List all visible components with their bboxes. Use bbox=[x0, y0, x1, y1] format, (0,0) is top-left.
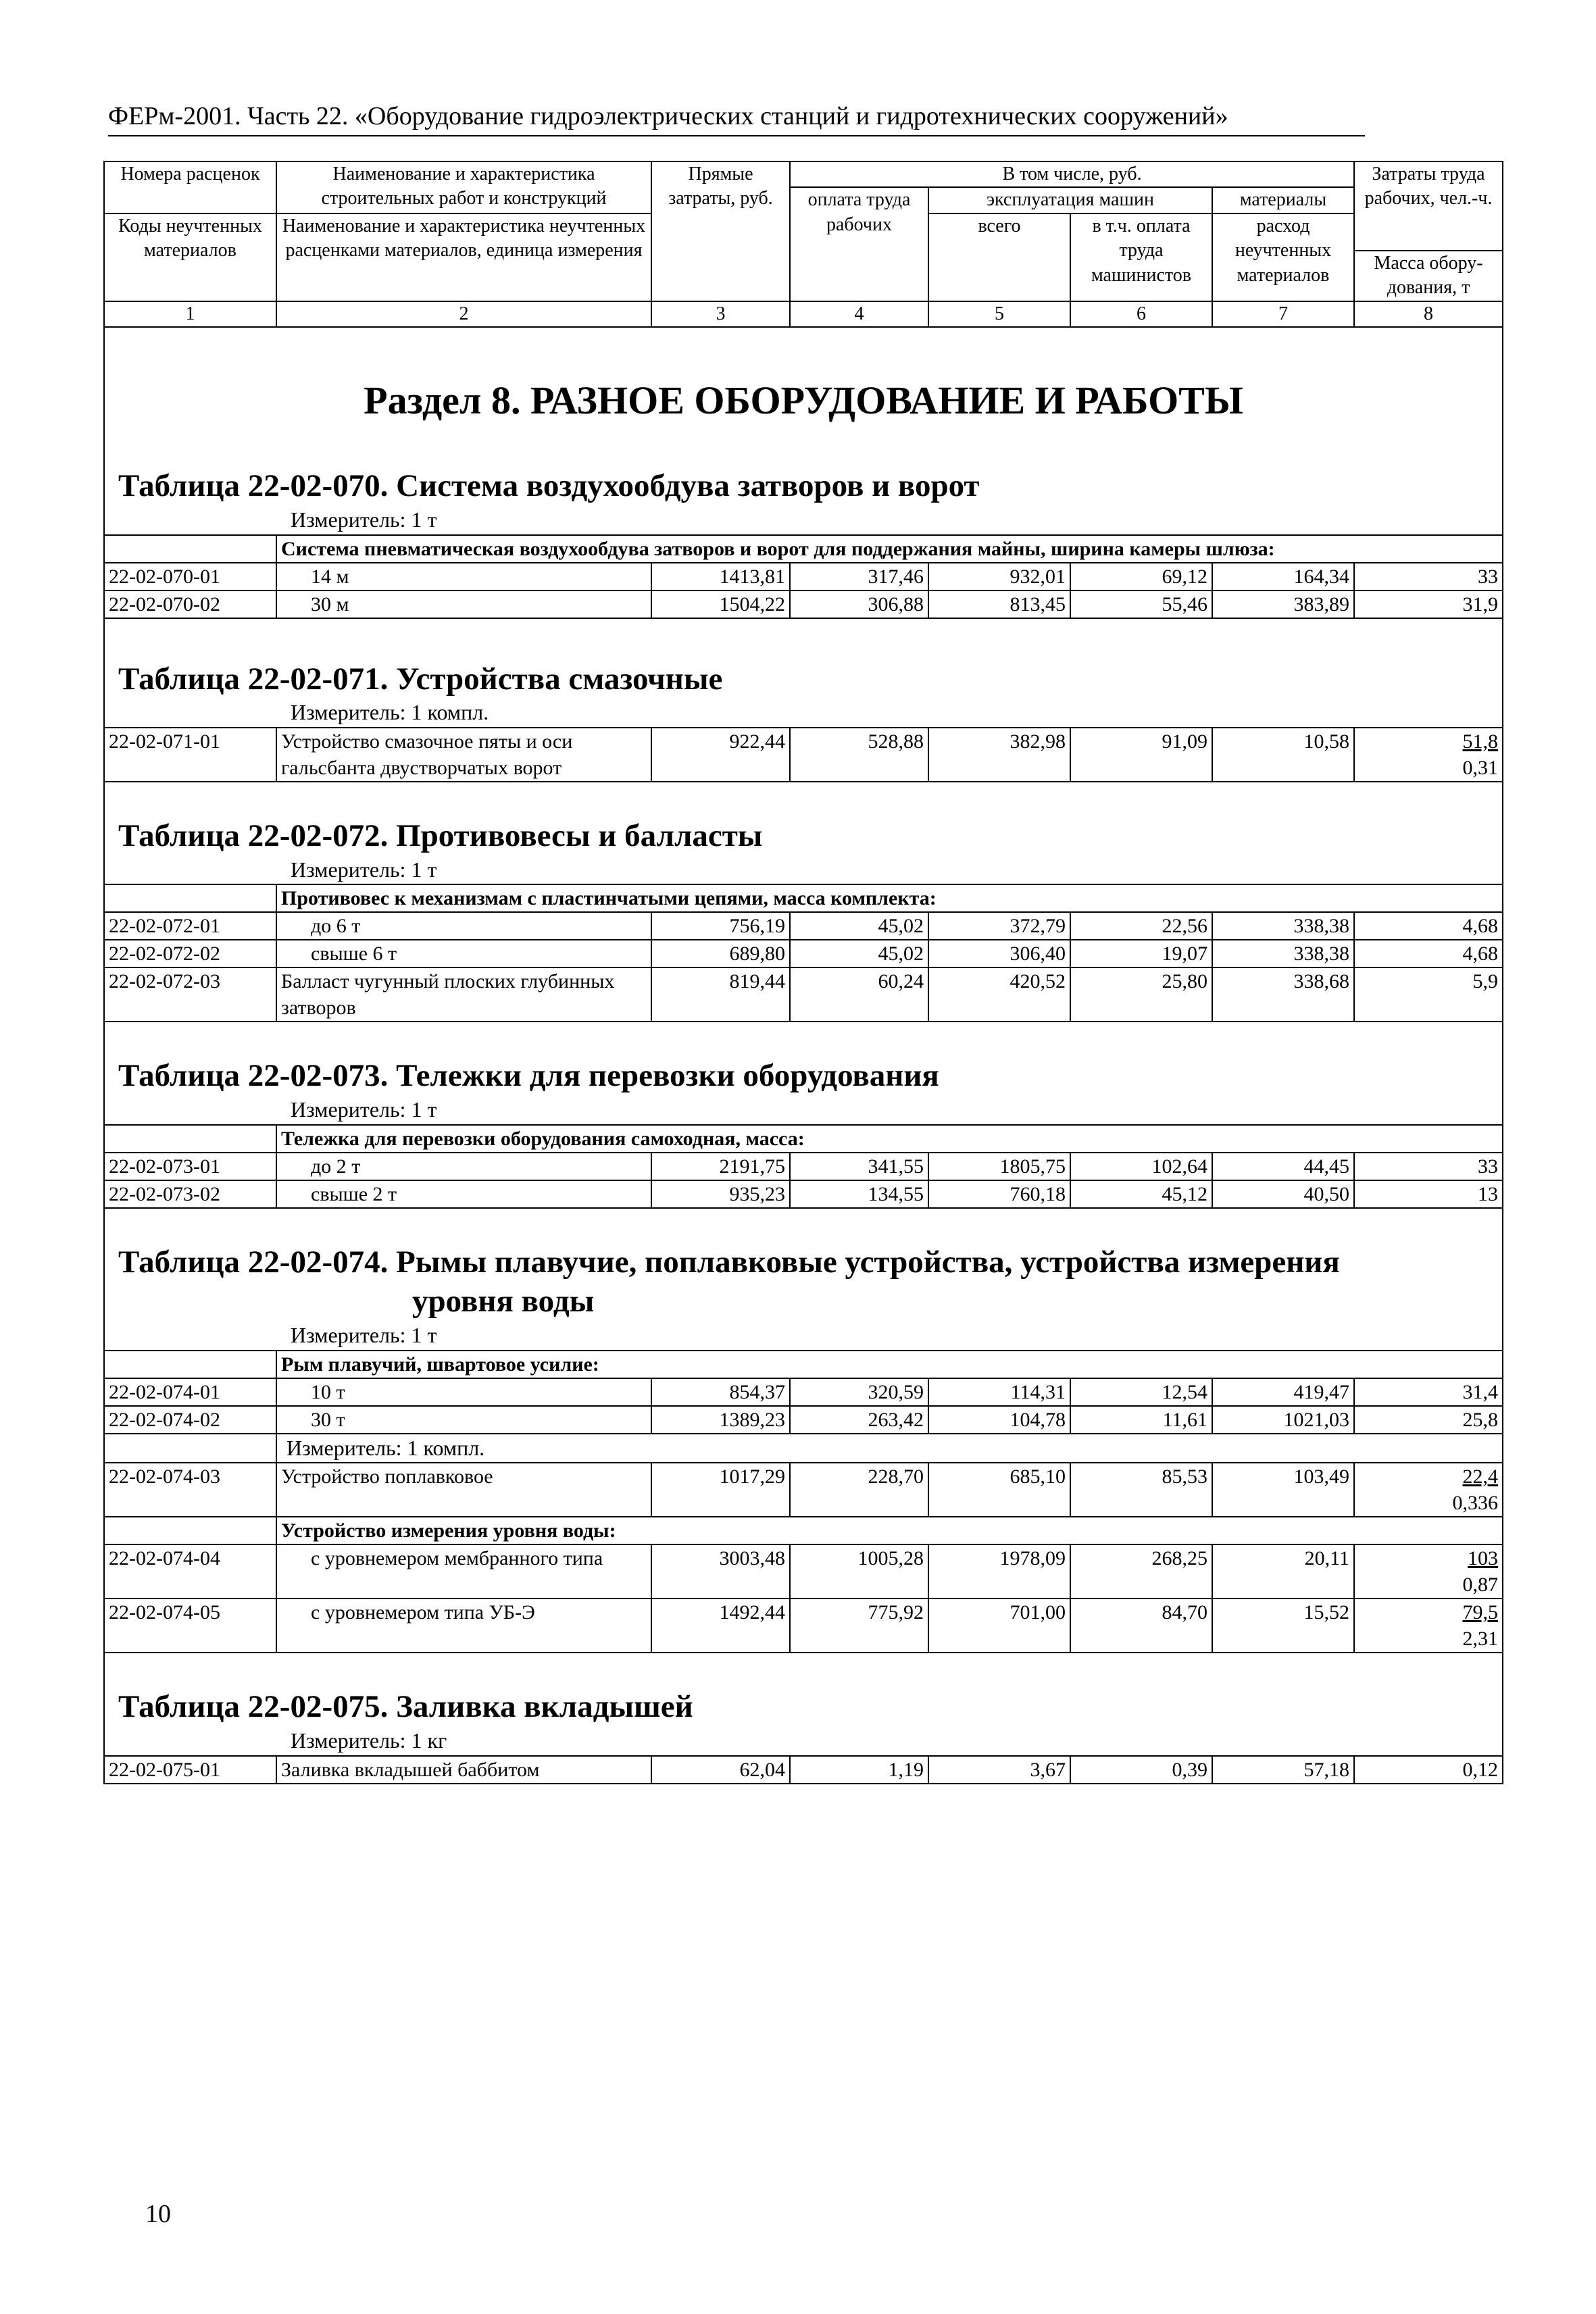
meter-label: Измеритель: 1 компл. bbox=[291, 700, 489, 725]
column-number: 6 bbox=[1070, 301, 1212, 327]
table-title-line2: уровня воды bbox=[412, 1284, 595, 1319]
row-name: свыше 2 т bbox=[276, 1180, 651, 1208]
cell-wages: 263,42 bbox=[790, 1406, 928, 1434]
group-spacer bbox=[104, 1351, 276, 1378]
running-head: ФЕРм-2001. Часть 22. «Оборудование гидроэлектрических станций и гидротехнических сооружений» bbox=[108, 101, 1365, 136]
cell-direct-costs: 819,44 bbox=[651, 967, 790, 1022]
cell-machines: 114,31 bbox=[928, 1378, 1070, 1406]
row-code: 22-02-070-02 bbox=[104, 590, 276, 618]
cell-direct-costs: 1413,81 bbox=[651, 563, 790, 590]
cell-labor bbox=[1354, 728, 1503, 782]
meter-spacer bbox=[104, 1434, 276, 1463]
table-row bbox=[104, 1463, 1503, 1517]
row-code: 22-02-072-01 bbox=[104, 912, 276, 940]
cell-materials: 338,38 bbox=[1212, 940, 1354, 967]
cell-machines: 420,52 bbox=[928, 967, 1070, 1022]
cell-materials: 20,11 bbox=[1212, 1544, 1354, 1599]
row-name: Устройство смазочное пяты и оси гальсбанта двустворчатых ворот bbox=[276, 728, 651, 782]
group-spacer bbox=[104, 535, 276, 563]
column-number: 5 bbox=[928, 301, 1070, 327]
cell-machines: 1805,75 bbox=[928, 1153, 1070, 1180]
header-direct-costs: Прямые затраты, руб. bbox=[651, 161, 790, 301]
group-spacer bbox=[104, 1125, 276, 1153]
cell-wages: 134,55 bbox=[790, 1180, 928, 1208]
group-label: Система пневматическая воздухообдува затворов и ворот для поддержания майны, ширина камеры шлюза: bbox=[276, 535, 1503, 563]
labor-value: 103 bbox=[1468, 1547, 1499, 1570]
cell-materials: 40,50 bbox=[1212, 1180, 1354, 1208]
cell-machines: 372,79 bbox=[928, 912, 1070, 940]
row-code: 22-02-073-02 bbox=[104, 1180, 276, 1208]
cell-machinist-wages: 268,25 bbox=[1070, 1544, 1212, 1599]
row-name: с уровнемером мембранного типа bbox=[276, 1544, 651, 1599]
table-row bbox=[104, 1756, 1503, 1784]
labor-value: 22,4 bbox=[1462, 1465, 1499, 1488]
meter-label: Измеритель: 1 кг bbox=[291, 1728, 447, 1753]
row-name: Устройство поплавковое bbox=[276, 1463, 651, 1517]
row-name: до 6 т bbox=[276, 912, 651, 940]
meter-label: Измеритель: 1 компл. bbox=[276, 1434, 1503, 1463]
table-row bbox=[104, 940, 1503, 967]
cell-wages: 1005,28 bbox=[790, 1544, 928, 1599]
cell-labor bbox=[1354, 1599, 1503, 1653]
cell-wages: 228,70 bbox=[790, 1463, 928, 1517]
column-number: 3 bbox=[651, 301, 790, 327]
cell-labor: 33 bbox=[1354, 563, 1503, 590]
cell-labor: 25,8 bbox=[1354, 1406, 1503, 1434]
row-name: до 2 т bbox=[276, 1153, 651, 1180]
cell-machines: 813,45 bbox=[928, 590, 1070, 618]
row-code: 22-02-075-01 bbox=[104, 1756, 276, 1784]
cell-machines: 306,40 bbox=[928, 940, 1070, 967]
table-row bbox=[104, 728, 1503, 782]
cell-machines: 760,18 bbox=[928, 1180, 1070, 1208]
row-name: 14 м bbox=[276, 563, 651, 590]
cell-labor: 0,12 bbox=[1354, 1756, 1503, 1784]
cell-wages: 775,92 bbox=[790, 1599, 928, 1653]
cell-materials: 383,89 bbox=[1212, 590, 1354, 618]
group-label: Тележка для перевозки оборудования самоходная, масса: bbox=[276, 1125, 1503, 1153]
row-name: Заливка вкладышей баббитом bbox=[276, 1756, 651, 1784]
cell-direct-costs: 922,44 bbox=[651, 728, 790, 782]
column-number: 8 bbox=[1354, 301, 1503, 327]
row-name: с уровнемером типа УБ-Э bbox=[276, 1599, 651, 1653]
table-row bbox=[104, 1378, 1503, 1406]
row-name: 10 т bbox=[276, 1378, 651, 1406]
cell-wages: 60,24 bbox=[790, 967, 928, 1022]
header-labor-costs: Затраты труда рабочих, чел.-ч. bbox=[1354, 161, 1503, 251]
cell-machinist-wages: 102,64 bbox=[1070, 1153, 1212, 1180]
cell-labor bbox=[1354, 1463, 1503, 1517]
cell-materials: 15,52 bbox=[1212, 1599, 1354, 1653]
column-number: 7 bbox=[1212, 301, 1354, 327]
header-work-name: Наименование и характеристика строительных работ и конструкций bbox=[276, 161, 651, 213]
cell-materials: 164,34 bbox=[1212, 563, 1354, 590]
header-wages: оплата труда рабочих bbox=[790, 187, 928, 301]
cell-wages: 1,19 bbox=[790, 1756, 928, 1784]
cell-machines: 932,01 bbox=[928, 563, 1070, 590]
page-number: 10 bbox=[145, 2200, 171, 2228]
row-name: Балласт чугунный плоских глубинных затворов bbox=[276, 967, 651, 1022]
cell-machines: 701,00 bbox=[928, 1599, 1070, 1653]
meter-label: Измеритель: 1 т bbox=[291, 1323, 437, 1348]
mass-value: 0,336 bbox=[1452, 1492, 1499, 1515]
cell-materials: 10,58 bbox=[1212, 728, 1354, 782]
cell-direct-costs: 3003,48 bbox=[651, 1544, 790, 1599]
row-code: 22-02-072-03 bbox=[104, 967, 276, 1022]
cell-direct-costs: 62,04 bbox=[651, 1756, 790, 1784]
header-materials: материалы bbox=[1212, 187, 1354, 213]
meter-label: Измеритель: 1 т bbox=[291, 507, 437, 532]
table-title: Таблица 22-02-071. Устройства смазочные bbox=[118, 661, 723, 697]
header-material-usage: расход неучтенных материалов bbox=[1212, 213, 1354, 301]
header-material-names: Наименование и характеристика неучтенных расценками материалов, единица измерения bbox=[276, 213, 651, 301]
cell-materials: 103,49 bbox=[1212, 1463, 1354, 1517]
group-label: Рым плавучий, швартовое усилие: bbox=[276, 1351, 1503, 1378]
cell-direct-costs: 689,80 bbox=[651, 940, 790, 967]
group-spacer bbox=[104, 1517, 276, 1544]
cell-machinist-wages: 12,54 bbox=[1070, 1378, 1212, 1406]
cell-machinist-wages: 91,09 bbox=[1070, 728, 1212, 782]
cell-direct-costs: 1492,44 bbox=[651, 1599, 790, 1653]
cell-machines: 685,10 bbox=[928, 1463, 1070, 1517]
labor-value: 51,8 bbox=[1462, 730, 1499, 753]
cell-labor: 33 bbox=[1354, 1153, 1503, 1180]
row-code: 22-02-074-04 bbox=[104, 1544, 276, 1599]
cell-wages: 45,02 bbox=[790, 940, 928, 967]
cell-machinist-wages: 69,12 bbox=[1070, 563, 1212, 590]
cell-machines: 382,98 bbox=[928, 728, 1070, 782]
cell-materials: 57,18 bbox=[1212, 1756, 1354, 1784]
cell-direct-costs: 1504,22 bbox=[651, 590, 790, 618]
row-code: 22-02-073-01 bbox=[104, 1153, 276, 1180]
row-code: 22-02-074-03 bbox=[104, 1463, 276, 1517]
cell-labor: 4,68 bbox=[1354, 940, 1503, 967]
cell-machinist-wages: 84,70 bbox=[1070, 1599, 1212, 1653]
meter-label: Измеритель: 1 т bbox=[291, 857, 437, 882]
cell-labor: 31,4 bbox=[1354, 1378, 1503, 1406]
table-title: Таблица 22-02-075. Заливка вкладышей bbox=[118, 1689, 693, 1725]
section-title: Раздел 8. РАЗНОЕ ОБОРУДОВАНИЕ И РАБОТЫ bbox=[364, 378, 1243, 422]
column-number: 2 bbox=[276, 301, 651, 327]
cell-wages: 528,88 bbox=[790, 728, 928, 782]
table-title: Таблица 22-02-070. Система воздухообдува затворов и ворот bbox=[118, 468, 980, 504]
table-row bbox=[104, 1180, 1503, 1208]
cell-direct-costs: 1017,29 bbox=[651, 1463, 790, 1517]
cell-machines: 104,78 bbox=[928, 1406, 1070, 1434]
cell-labor: 13 bbox=[1354, 1180, 1503, 1208]
header-equipment-mass: Масса обору-дования, т bbox=[1354, 251, 1503, 301]
cell-machinist-wages: 22,56 bbox=[1070, 912, 1212, 940]
cell-materials: 1021,03 bbox=[1212, 1406, 1354, 1434]
cell-direct-costs: 935,23 bbox=[651, 1180, 790, 1208]
table-row bbox=[104, 1153, 1503, 1180]
cell-labor: 31,9 bbox=[1354, 590, 1503, 618]
header-including: В том числе, руб. bbox=[790, 161, 1354, 187]
table-row bbox=[104, 590, 1503, 618]
table-title: Таблица 22-02-074. Рымы плавучие, поплавковые устройства, устройства измерения bbox=[118, 1244, 1340, 1280]
row-name: 30 м bbox=[276, 590, 651, 618]
cell-labor: 4,68 bbox=[1354, 912, 1503, 940]
cell-machinist-wages: 0,39 bbox=[1070, 1756, 1212, 1784]
column-number: 1 bbox=[104, 301, 276, 327]
group-spacer bbox=[104, 884, 276, 912]
table-title: Таблица 22-02-072. Противовесы и балласты bbox=[118, 818, 763, 854]
cell-materials: 44,45 bbox=[1212, 1153, 1354, 1180]
cell-labor: 5,9 bbox=[1354, 967, 1503, 1022]
row-code: 22-02-071-01 bbox=[104, 728, 276, 782]
cell-wages: 341,55 bbox=[790, 1153, 928, 1180]
cell-machines: 3,67 bbox=[928, 1756, 1070, 1784]
cell-labor bbox=[1354, 1544, 1503, 1599]
table-title: Таблица 22-02-073. Тележки для перевозки оборудования bbox=[118, 1058, 939, 1094]
table-row bbox=[104, 912, 1503, 940]
cell-direct-costs: 1389,23 bbox=[651, 1406, 790, 1434]
cell-machinist-wages: 19,07 bbox=[1070, 940, 1212, 967]
cell-wages: 320,59 bbox=[790, 1378, 928, 1406]
cell-direct-costs: 2191,75 bbox=[651, 1153, 790, 1180]
table-row bbox=[104, 967, 1503, 1022]
row-code: 22-02-074-01 bbox=[104, 1378, 276, 1406]
mass-value: 2,31 bbox=[1462, 1628, 1499, 1651]
row-code: 22-02-070-01 bbox=[104, 563, 276, 590]
cell-direct-costs: 854,37 bbox=[651, 1378, 790, 1406]
cell-wages: 45,02 bbox=[790, 912, 928, 940]
mass-value: 0,87 bbox=[1462, 1574, 1499, 1596]
table-row bbox=[104, 563, 1503, 590]
cell-materials: 338,38 bbox=[1212, 912, 1354, 940]
cell-machinist-wages: 85,53 bbox=[1070, 1463, 1212, 1517]
cell-materials: 338,68 bbox=[1212, 967, 1354, 1022]
cell-materials: 419,47 bbox=[1212, 1378, 1354, 1406]
cell-machinist-wages: 11,61 bbox=[1070, 1406, 1212, 1434]
row-code: 22-02-074-05 bbox=[104, 1599, 276, 1653]
header-machinist-wages: в т.ч. оплата труда машинистов bbox=[1070, 213, 1212, 301]
row-name: 30 т bbox=[276, 1406, 651, 1434]
cell-wages: 317,46 bbox=[790, 563, 928, 590]
cell-machinist-wages: 55,46 bbox=[1070, 590, 1212, 618]
header-codes: Номера расценок bbox=[104, 161, 276, 213]
cell-machinist-wages: 25,80 bbox=[1070, 967, 1212, 1022]
row-code: 22-02-074-02 bbox=[104, 1406, 276, 1434]
row-name: свыше 6 т bbox=[276, 940, 651, 967]
table-row bbox=[104, 1544, 1503, 1599]
mass-value: 0,31 bbox=[1462, 757, 1499, 780]
cell-machines: 1978,09 bbox=[928, 1544, 1070, 1599]
column-number: 4 bbox=[790, 301, 928, 327]
header-material-codes: Коды неучтенных материалов bbox=[104, 213, 276, 301]
cell-wages: 306,88 bbox=[790, 590, 928, 618]
row-code: 22-02-072-02 bbox=[104, 940, 276, 967]
labor-value: 79,5 bbox=[1462, 1601, 1499, 1624]
table-row bbox=[104, 1406, 1503, 1434]
norms-table bbox=[103, 161, 1503, 1784]
group-label: Устройство измерения уровня воды: bbox=[276, 1517, 1503, 1544]
meter-label: Измеритель: 1 т bbox=[291, 1097, 437, 1122]
table-row bbox=[104, 1599, 1503, 1653]
header-machines-total: всего bbox=[928, 213, 1070, 301]
cell-machinist-wages: 45,12 bbox=[1070, 1180, 1212, 1208]
cell-direct-costs: 756,19 bbox=[651, 912, 790, 940]
header-machines: эксплуатация машин bbox=[928, 187, 1212, 213]
group-label: Противовес к механизмам с пластинчатыми цепями, масса комплекта: bbox=[276, 884, 1503, 912]
